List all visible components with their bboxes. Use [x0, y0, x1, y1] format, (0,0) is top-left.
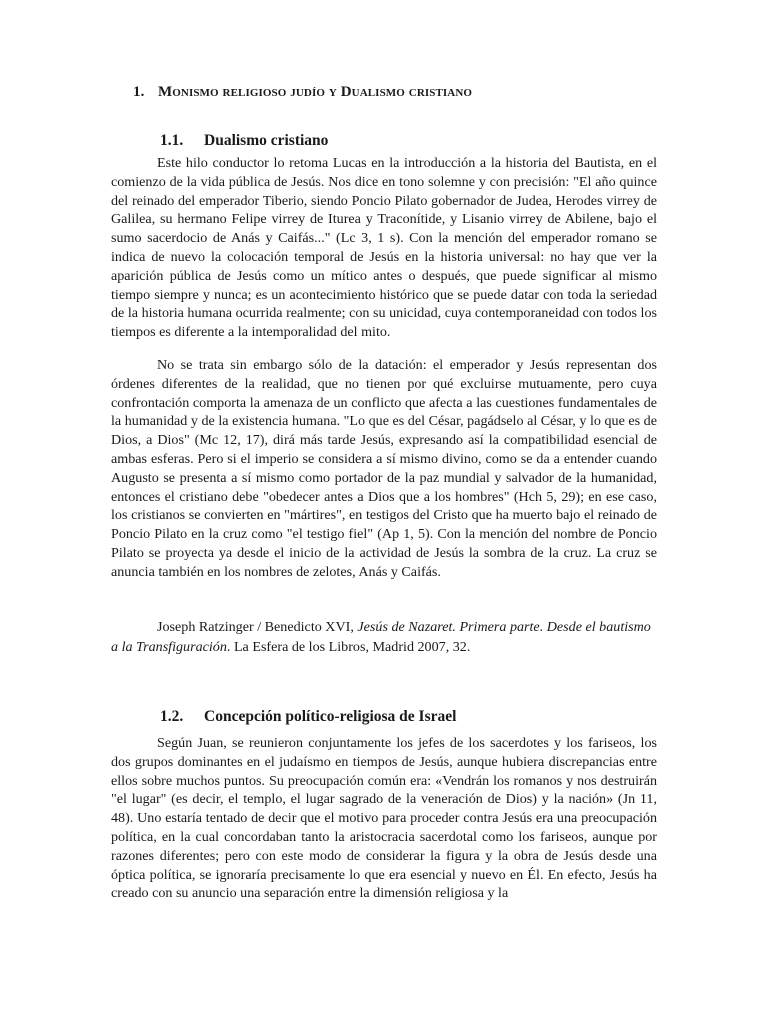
citation-author: Joseph Ratzinger / Benedicto XVI,	[157, 619, 354, 635]
section-1-2-heading	[160, 708, 456, 726]
section-1-number: 1.	[133, 84, 145, 100]
section-1-2-title: Concepción político-religiosa de Israel	[204, 708, 457, 725]
citation-reference	[111, 617, 657, 657]
body-paragraph: Este hilo conductor lo retoma Lucas en la introducción a la historia del Bautista, en el comienzo de la vida pública de Jesús. Nos dice en tono solemne y con precisión: "El año quince del reinado del emperador Tiberio, siendo Poncio Pilato gobernador de Judea, Herodes virrey de Galilea, su hermano Felipe virrey de Iturea y Traconítide, y Lisanio virrey de Abilene, bajo el sumo sacerdocio de Anás y Caifás..." (Lc 3, 1 s). Con la mención del emperador romano se indica de nuevo la colocación temporal de Jesús en la historia universal: no hay que ver la aparición pública de Jesús como un mítico antes o después, que puede significar al mismo tiempo siempre y nunca; es un acontecimiento histórico que se puede datar con toda la seriedad de la historia humana ocurrida realmente; con su unicidad, cuya contemporaneidad con todos los tiempos es diferente a la intemporalidad del mito.	[111, 155, 657, 341]
citation-publisher: . La Esfera de los Libros, Madrid 2007, 32.	[226, 639, 471, 655]
section-1-title: Monismo religioso judío y Dualismo cristiano	[158, 84, 473, 100]
section-1-2-number: 1.2.	[160, 708, 184, 725]
citation-work-title: Jesús de Nazaret. Primera parte. Desde el bautismo a la Transfiguración	[111, 619, 651, 655]
section-1-heading	[133, 84, 472, 101]
body-paragraph: Según Juan, se reunieron conjuntamente los jefes de los sacerdotes y los fariseos, los dos grupos dominantes en el judaísmo en tiempos de Jesús, aunque hubiera discrepancias entre ellos sobre muchos puntos. Su preocupación común era: «Vendrán los romanos y nos destruirán "el lugar" (es decir, el templo, el lugar sagrado de la veneración de Dios) y la nación» (Jn 11, 48). Uno estaría tentado de decir que el motivo para proceder contra Jesús era una preocupación política, en la cual concordaban tanto la aristocracia sacerdotal como los fariseos, aunque por razones diferentes; pero con este modo de considerar la figura y la obra de Jesús desde una óptica política, se ignoraría precisamente lo que era esencial y nuevo en Él. En efecto, Jesús ha creado con su anuncio una separación entre la dimensión religiosa y la	[111, 735, 657, 902]
section-1-1-heading	[160, 132, 328, 150]
body-paragraph: No se trata sin embargo sólo de la datación: el emperador y Jesús representan dos órdenes diferentes de la realidad, que no tienen por qué excluirse mutuamente, pero cuya confrontación comporta la amenaza de un conflicto que afecta a las cuestiones fundamentales de la humanidad y de la existencia humana. "Lo que es del César, pagádselo al César, y lo que es de Dios, a Dios" (Mc 12, 17), dirá más tarde Jesús, expresando así la compatibilidad esencial de ambas esferas. Pero si el imperio se considera a sí mismo divino, como se da a entender cuando Augusto se presenta a sí mismo como portador de la paz mundial y salvador de la humanidad, entonces el cristiano debe "obedecer antes a Dios que a los hombres" (Hch 5, 29); en ese caso, los cristianos se convierten en "mártires", en testigos del Cristo que ha muerto bajo el reinado de Poncio Pilato en la cruz como "el testigo fiel" (Ap 1, 5). Con la mención del nombre de Poncio Pilato se proyecta ya desde el inicio de la actividad de Jesús la sombra de la cruz. La cruz se anuncia también en los nombres de zelotes, Anás y Caifás.	[111, 357, 657, 580]
section-1-1-title: Dualismo cristiano	[204, 132, 329, 149]
section-1-1-number: 1.1.	[160, 132, 184, 149]
